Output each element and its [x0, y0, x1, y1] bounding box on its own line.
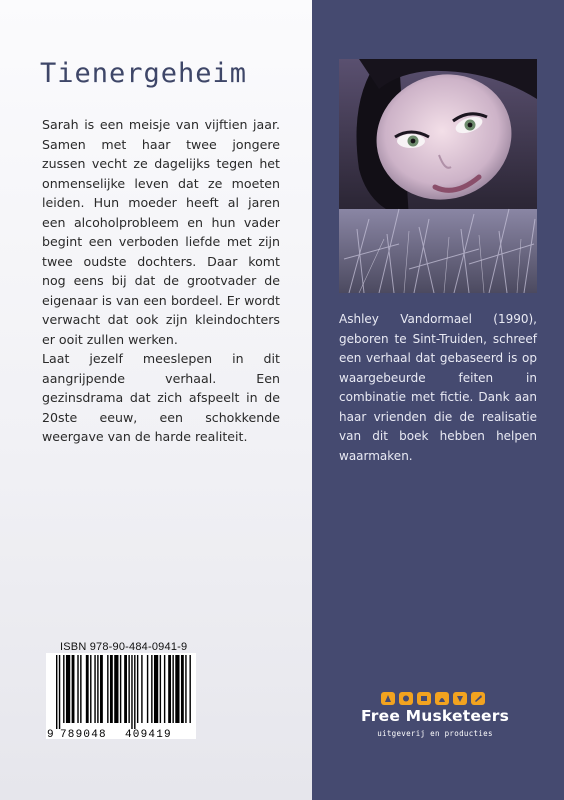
publisher-name: Free Musketeers — [360, 707, 510, 725]
barcode-digits-right: 409419 — [125, 729, 172, 739]
book-title: Tienergeheim — [40, 58, 248, 89]
synopsis-paragraph-1: Sarah is een meisje van vijftien jaar. Samen met haar twee jongere zussen vecht ze dagelijks tegen het onmenselijke leven dat ze moeten leiden. Hun moeder heeft al jaren een alcoholprobleem en hun vader begint een verboden liefde met zijn twee oudste dochters. Daar komt nog eens bij dat de grootvader de eigenaar is van een bordeel. Er wordt verwacht dat ook zijn kleindochters er ooit zullen werken. — [42, 117, 280, 347]
author-photo — [339, 59, 537, 293]
publisher-logo-icons — [381, 690, 489, 706]
barcode-digit-first: 9 — [47, 729, 54, 739]
barcode — [46, 653, 196, 739]
synopsis-paragraph-2: Laat jezelf meeslepen in dit aangrijpende verhaal. Een gezinsdrama dat zich afspeelt in de 20ste eeuw, een schokkende weergave van de harde realiteit. — [42, 351, 280, 444]
author-bio: Ashley Vandormael (1990), geboren te Sint-Truiden, schreef een verhaal dat gebaseerd is op waargebeurde feiten in combinatie met fictie. Dank aan haar vrienden die de realisatie van dit boek hebben helpen waarmaken. — [339, 312, 537, 463]
book-synopsis — [42, 115, 280, 447]
barcode-digits-left: 789048 — [60, 729, 107, 739]
isbn-label: ISBN 978-90-484-0941-9 — [60, 641, 188, 653]
publisher-tagline: uitgeverij en producties — [377, 729, 493, 738]
